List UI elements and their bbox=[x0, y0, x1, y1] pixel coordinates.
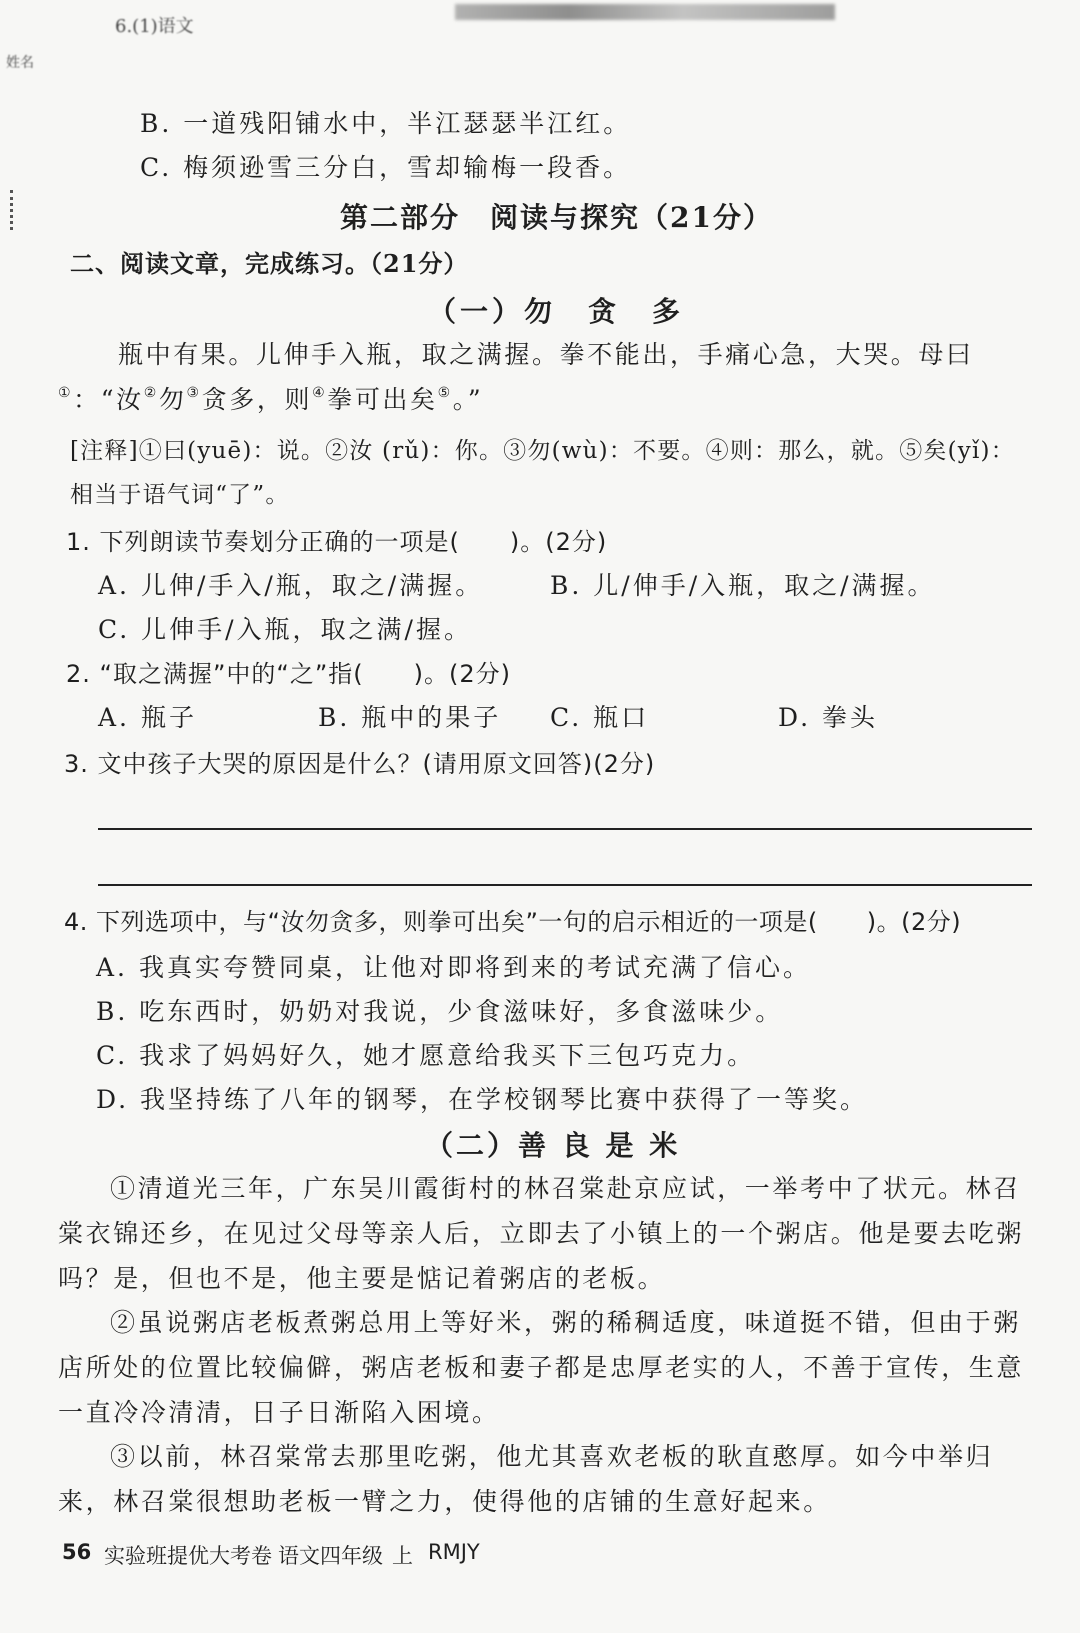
passage1-notes-line2: 相当于语气词“了”。 bbox=[70, 482, 290, 508]
q4-option-a: A. 我真实夸赞同桌，让他对即将到来的考试充满了信心。 bbox=[96, 953, 811, 982]
passage1-title: （一）勿 贪 多 bbox=[428, 295, 685, 328]
q2-option-a: A. 瓶子 bbox=[98, 703, 197, 732]
q1-stem: 1. 下列朗读节奏划分正确的一项是( )。(2分) bbox=[66, 528, 608, 556]
scan-artifact-band bbox=[455, 4, 835, 20]
passage1-text: 瓶中有果。儿伸手入瓶，取之满握。拳不能出，手痛心急，大哭。母曰①：“汝②勿③贪多，则④拳可出矣⑤。” bbox=[58, 340, 974, 414]
q1-option-c: C. 儿伸手/入瓶，取之满/握。 bbox=[98, 615, 472, 644]
q2-option-d: D. 拳头 bbox=[778, 703, 879, 732]
footer-volume: 上 bbox=[392, 1544, 413, 1568]
q3-stem: 3. 文中孩子大哭的原因是什么？(请用原文回答)(2分) bbox=[64, 750, 656, 778]
passage2-paragraph-1: ①清道光三年，广东吴川霞街村的林召棠赴京应试，一举考中了状元。林召棠衣锦还乡，在见过父母等亲人后，立即去了小镇上的一个粥店。他是要去吃粥吗？是，但也不是，他主要是惦记着粥店的老板。 bbox=[58, 1174, 1025, 1293]
q4-option-c: C. 我求了妈妈好久，她才愿意给我买下三包巧克力。 bbox=[96, 1041, 756, 1070]
q4-option-b: B. 吃东西时，奶奶对我说，少食滋味好，多食滋味少。 bbox=[96, 997, 784, 1026]
passage2-paragraph-2: ②虽说粥店老板煮粥总用上等好米，粥的稀稠适度，味道挺不错，但由于粥店所处的位置比较偏僻，粥店老板和妻子都是忠厚老实的人，不善于宣传，生意一直冷冷清清，日子日渐陷入困境。 bbox=[58, 1308, 1025, 1427]
answer-line-1[interactable] bbox=[98, 828, 1032, 830]
q1-option-a: A. 儿伸/手入/瓶，取之/满握。 bbox=[98, 571, 484, 600]
footer-code: RMJY bbox=[428, 1540, 480, 1564]
header-top-left: 6.(1)语文 bbox=[115, 16, 194, 37]
passage2-paragraph-3: ③以前，林召棠常去那里吃粥，他尤其喜欢老板的耿直憨厚。如今中举归来，林召棠很想助老板一臂之力，使得他的店铺的生意好起来。 bbox=[58, 1442, 994, 1516]
binding-dots bbox=[10, 190, 16, 230]
page-number: 56 bbox=[62, 1540, 92, 1564]
q4-option-d: D. 我坚持练了八年的钢琴，在学校钢琴比赛中获得了一等奖。 bbox=[96, 1085, 869, 1114]
footer-book-title: 实验班提优大考卷 bbox=[104, 1544, 272, 1568]
q1-option-b: B. 儿/伸手/入瓶，取之/满握。 bbox=[550, 571, 936, 600]
answer-line-2[interactable] bbox=[98, 884, 1032, 886]
q2-option-c: C. 瓶口 bbox=[550, 703, 650, 732]
side-mark: 姓名 bbox=[6, 55, 34, 71]
prev-option-c: C. 梅须逊雪三分白，雪却输梅一段香。 bbox=[140, 153, 632, 182]
footer-subject: 语文四年级 bbox=[278, 1544, 383, 1568]
part-title: 第二部分 阅读与探究（21分） bbox=[340, 201, 773, 234]
passage1-notes-line1: [注释]①曰(yuē)：说。②汝 (rǔ)：你。③勿(wù)：不要。④则：那么，就。⑤矣(yǐ)： bbox=[70, 438, 1015, 464]
prev-option-b: B. 一道残阳铺水中，半江瑟瑟半江红。 bbox=[140, 109, 632, 138]
q2-option-b: B. 瓶中的果子 bbox=[318, 703, 502, 732]
q4-stem: 4. 下列选项中，与“汝勿贪多，则拳可出矣”一句的启示相近的一项是( )。(2分) bbox=[64, 908, 962, 936]
passage2-title: （二）善 良 是 米 bbox=[425, 1129, 681, 1162]
q2-stem: 2. “取之满握”中的“之”指( )。(2分) bbox=[66, 660, 511, 688]
section-title: 二、阅读文章，完成练习。（21分） bbox=[70, 249, 469, 278]
